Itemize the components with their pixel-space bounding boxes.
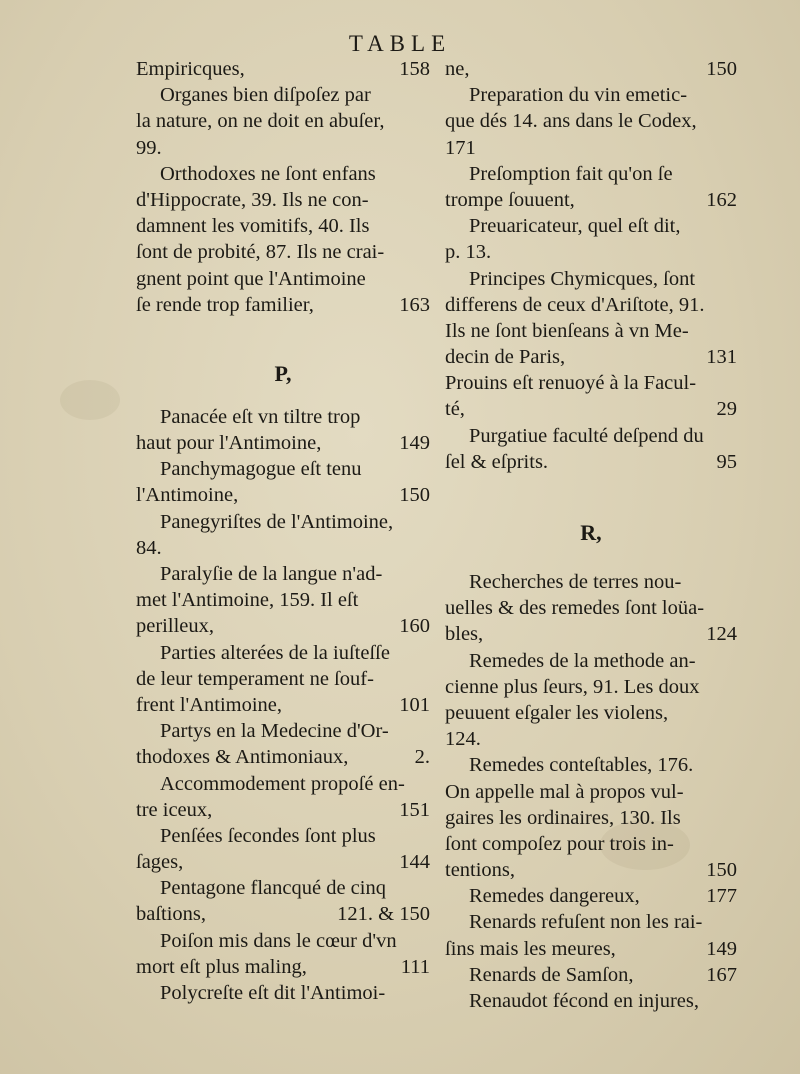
- page-number: 101: [399, 693, 430, 716]
- page-number: 111: [400, 955, 430, 978]
- index-entry-text: Penſées ſecondes ſont plus: [160, 824, 376, 847]
- index-line: [136, 875, 430, 901]
- index-line: [445, 569, 737, 595]
- index-line: [136, 456, 430, 482]
- index-line: [136, 928, 430, 954]
- index-line: [445, 344, 737, 370]
- index-entry-text: ſages,: [136, 851, 184, 874]
- index-entry-text: Remedes conteſtables, 176.: [469, 754, 694, 777]
- index-line: [136, 613, 430, 639]
- index-entry-text: Prouins eſt renuoyé à la Facul-: [445, 372, 697, 395]
- index-entry-text: ſins mais les meures,: [445, 937, 616, 960]
- index-entry-text: l'Antimoine,: [136, 484, 239, 507]
- index-line: [136, 561, 430, 587]
- page-number: 121. & 150: [337, 903, 430, 926]
- page-number: 2.: [414, 746, 430, 769]
- index-entry-text: cienne plus ſeurs, 91. Les doux: [445, 675, 700, 698]
- index-line: [445, 318, 737, 344]
- page-number: 95: [716, 450, 737, 473]
- page-number: 150: [706, 859, 737, 882]
- index-entry-text: Purgatiue faculté deſpend du: [469, 424, 704, 447]
- index-entry-text: Orthodoxes ne ſont enfans: [160, 162, 376, 185]
- index-line: [136, 430, 430, 456]
- page-number: 163: [399, 293, 430, 316]
- page-number: 150: [399, 484, 430, 507]
- index-line: [445, 370, 737, 396]
- index-entry-text: ſont compoſez pour trois in-: [445, 832, 674, 855]
- left-entries-top: [136, 56, 430, 318]
- index-entry-text: d'Hippocrate, 39. Ils ne con-: [136, 188, 369, 211]
- index-line: [136, 797, 430, 823]
- right-entries-bottom: [445, 569, 737, 1014]
- index-line: [136, 849, 430, 875]
- index-entry-text: ſont de probité, 87. Ils ne crai-: [136, 241, 385, 264]
- index-line: [445, 700, 737, 726]
- index-entry-text: Principes Chymicques, ſont: [469, 267, 696, 290]
- index-entry-text: Organes bien diſpoſez par: [160, 84, 371, 107]
- index-entry-text: ne,: [445, 58, 470, 80]
- index-entry-text: 84.: [136, 536, 162, 559]
- index-entry-text: 171: [445, 136, 476, 159]
- index-entry-text: Remedes dangereux,: [469, 885, 640, 908]
- index-line: [136, 692, 430, 718]
- index-entry-text: 124.: [445, 728, 481, 751]
- index-entry-text: Panchymagogue eſt tenu: [160, 458, 362, 481]
- index-entry-text: Preſomption fait qu'on ſe: [469, 162, 673, 185]
- index-line: [136, 482, 430, 508]
- paper-stain: [60, 380, 120, 420]
- page-number: 150: [706, 58, 737, 80]
- index-entry-text: Poiſon mis dans le cœur d'vn: [160, 929, 397, 952]
- left-column: [136, 56, 430, 1006]
- index-entry-text: Partys en la Medecine d'Or-: [160, 720, 389, 743]
- index-line: [445, 674, 737, 700]
- index-line: [136, 108, 430, 134]
- index-entry-text: uelles & des remedes ſont loüa-: [445, 597, 705, 620]
- index-entry-text: Parties alterées de la iuſteſſe: [160, 641, 390, 664]
- index-line: [445, 909, 737, 935]
- index-line: [136, 187, 430, 213]
- index-line: [445, 988, 737, 1014]
- index-entry-text: Ils ne ſont bienſeans à vn Me-: [445, 319, 689, 342]
- index-line: [445, 883, 737, 909]
- index-entry-text: Recherches de terres nou-: [469, 571, 682, 593]
- page-number: 29: [716, 398, 737, 421]
- index-line: [136, 980, 430, 1006]
- index-line: [136, 213, 430, 239]
- index-line: [445, 726, 737, 752]
- right-entries-top: [445, 56, 737, 475]
- index-line: [445, 595, 737, 621]
- index-entry-text: Renards de Samſon,: [469, 963, 634, 986]
- index-line: [136, 718, 430, 744]
- page-number: 144: [399, 851, 430, 874]
- index-entry-text: té,: [445, 398, 465, 421]
- index-entry-text: trompe ſouuent,: [445, 188, 575, 211]
- index-entry-text: bles,: [445, 623, 484, 646]
- page-number: 149: [399, 432, 430, 455]
- index-entry-text: differens de ceux d'Ariſtote, 91.: [445, 293, 705, 316]
- page-number: 131: [706, 346, 737, 369]
- index-line: [136, 135, 430, 161]
- index-entry-text: 99.: [136, 136, 162, 159]
- index-line: [136, 535, 430, 561]
- index-entry-text: damnent les vomitifs, 40. Ils: [136, 215, 370, 238]
- index-line: [136, 509, 430, 535]
- page-number: 160: [399, 615, 430, 638]
- index-entry-text: met l'Antimoine, 159. Il eſt: [136, 589, 359, 612]
- index-line: [445, 396, 737, 422]
- index-line: [136, 954, 430, 980]
- index-entry-text: Polycreſte eſt dit l'Antimoi-: [160, 982, 386, 1004]
- index-line: [445, 779, 737, 805]
- page-number: 158: [399, 58, 430, 80]
- index-entry-text: Accommodement propoſé en-: [160, 772, 405, 795]
- index-line: [136, 744, 430, 770]
- index-line: [136, 640, 430, 666]
- index-line: [445, 648, 737, 674]
- index-line: [445, 831, 737, 857]
- index-line: [136, 666, 430, 692]
- index-entry-text: ſel & eſprits.: [445, 450, 549, 473]
- index-line: [445, 135, 737, 161]
- index-entry-text: perilleux,: [136, 615, 214, 638]
- page-number: 162: [706, 188, 737, 211]
- index-line: [445, 56, 737, 82]
- index-line: [445, 292, 737, 318]
- index-entry-text: Paralyſie de la langue n'ad-: [160, 563, 383, 585]
- index-entry-text: Pentagone flancqué de cinq: [160, 877, 386, 900]
- index-line: [445, 621, 737, 647]
- index-entry-text: tre iceux,: [136, 798, 213, 821]
- index-entry-text: Panegyriſtes de l'Antimoine,: [160, 510, 394, 533]
- index-line: [136, 404, 430, 430]
- page-header: TABLE: [348, 31, 452, 56]
- index-entry-text: baſtions,: [136, 903, 207, 926]
- index-entry-text: tentions,: [445, 859, 516, 882]
- page-number: 151: [399, 798, 430, 821]
- index-line: [136, 82, 430, 108]
- index-line: [445, 752, 737, 778]
- page-number: 177: [706, 885, 737, 908]
- index-line: [136, 161, 430, 187]
- index-entry-text: mort eſt plus maling,: [136, 955, 307, 978]
- index-line: [445, 108, 737, 134]
- index-entry-text: Renards refuſent non les rai-: [469, 911, 703, 934]
- index-line: [445, 423, 737, 449]
- page-number: 149: [706, 937, 737, 960]
- page-number: 124: [706, 623, 737, 646]
- index-entry-text: Preuaricateur, quel eſt dit,: [469, 215, 681, 238]
- left-entries-bottom: [136, 404, 430, 1006]
- index-line: [445, 187, 737, 213]
- index-entry-text: Panacée eſt vn tiltre trop: [160, 405, 361, 428]
- index-entry-text: frent l'Antimoine,: [136, 693, 283, 716]
- index-entry-text: p. 13.: [445, 241, 492, 264]
- index-entry-text: Preparation du vin emetic-: [469, 84, 688, 107]
- index-line: [445, 805, 737, 831]
- index-line: [445, 213, 737, 239]
- index-line: [136, 266, 430, 292]
- index-line: [136, 823, 430, 849]
- index-line: [136, 901, 430, 927]
- index-entry-text: la nature, on ne doit en abuſer,: [136, 110, 385, 133]
- index-line: [445, 239, 737, 265]
- page-number: 167: [706, 963, 737, 986]
- index-line: [136, 56, 430, 82]
- index-entry-text: Remedes de la methode an-: [469, 649, 696, 672]
- index-line: [445, 82, 737, 108]
- index-entry-text: gaires les ordinaires, 130. Ils: [445, 806, 681, 829]
- index-entry-text: Empiricques,: [136, 58, 245, 80]
- right-column: [445, 56, 737, 1014]
- index-entry-text: Renaudot fécond en injures,: [469, 990, 699, 1012]
- index-line: [445, 266, 737, 292]
- index-entry-text: thodoxes & Antimoniaux,: [136, 746, 349, 769]
- index-line: [445, 161, 737, 187]
- index-entry-text: decin de Paris,: [445, 346, 566, 369]
- index-line: [445, 449, 737, 475]
- index-line: [136, 587, 430, 613]
- index-line: [445, 962, 737, 988]
- index-entry-text: On appelle mal à propos vul-: [445, 780, 684, 803]
- index-line: [136, 292, 430, 318]
- index-entry-text: que dés 14. ans dans le Codex,: [445, 110, 697, 133]
- index-entry-text: de leur temperament ne ſouf-: [136, 667, 374, 690]
- index-entry-text: peuuent eſgaler les violens,: [445, 701, 669, 724]
- section-letter-r: R,: [580, 520, 602, 545]
- index-entry-text: gnent point que l'Antimoine: [136, 267, 366, 290]
- index-entry-text: haut pour l'Antimoine,: [136, 432, 322, 455]
- index-line: [445, 936, 737, 962]
- section-letter-p: P,: [274, 360, 292, 386]
- index-line: [136, 239, 430, 265]
- index-line: [136, 771, 430, 797]
- index-entry-text: ſe rende trop familier,: [136, 293, 314, 316]
- index-line: [445, 857, 737, 883]
